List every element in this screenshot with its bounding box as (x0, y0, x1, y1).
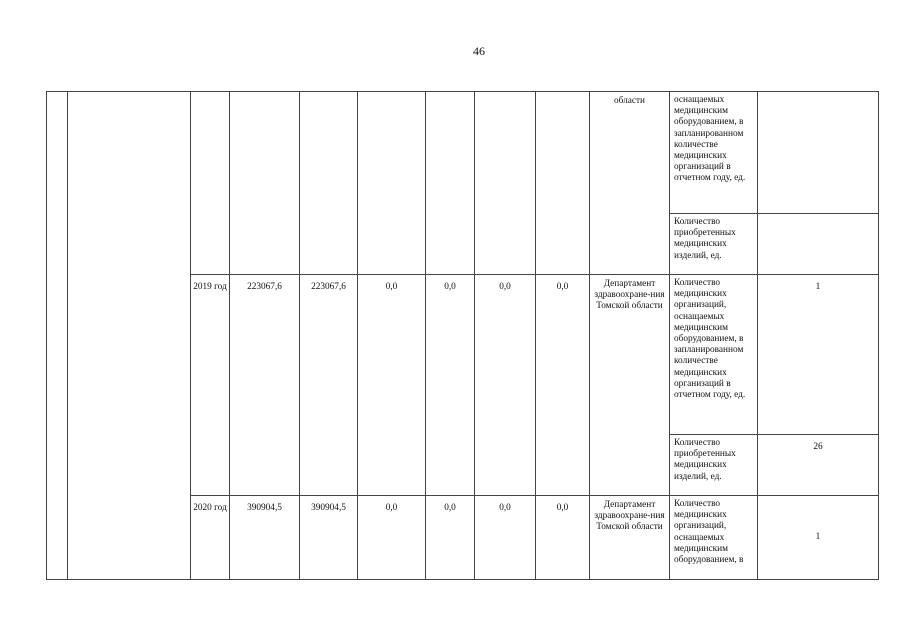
program-table (46, 91, 879, 580)
value-cell (475, 92, 536, 275)
department-cell: области (590, 92, 670, 275)
value-cell: 0,0 (536, 275, 590, 496)
table-row (47, 92, 879, 214)
number-cell (47, 92, 68, 580)
value-cell (358, 92, 426, 275)
indicator-cell: Количество медицинских организаций, оснащаемых медицинским оборудованием, в запланированном количестве медицинских организаций в отчетном году, ед. (670, 275, 758, 435)
event-name-cell (68, 92, 191, 580)
indicator-value-cell (758, 92, 879, 214)
value-cell (536, 92, 590, 275)
value-cell: 0,0 (358, 275, 426, 496)
total-cell: 390904,5 (230, 496, 300, 580)
year-cell: 2020 год (191, 496, 230, 580)
value-cell (426, 92, 475, 275)
indicator-value-cell (758, 214, 879, 275)
indicator-value-cell: 1 (758, 496, 879, 580)
value-cell: 0,0 (426, 496, 475, 580)
value-cell: 0,0 (426, 275, 475, 496)
indicator-cell: Количество медицинских организаций, оснащаемых медицинским оборудованием, в (670, 496, 758, 580)
total-cell (230, 92, 300, 275)
value-cell: 0,0 (358, 496, 426, 580)
federal-cell: 223067,6 (300, 275, 358, 496)
indicator-cell: Количество приобретенных медицинских изделий, ед. (670, 435, 758, 496)
federal-cell: 390904,5 (300, 496, 358, 580)
year-cell (191, 92, 230, 275)
total-cell: 223067,6 (230, 275, 300, 496)
value-cell: 0,0 (475, 496, 536, 580)
indicator-cell: оснащаемых медицинским оборудованием, в запланированном количестве медицинских организаций в отчетном году, ед. (670, 92, 758, 214)
department-cell: Департамент здравоохране-ния Томской области (590, 496, 670, 580)
value-cell: 0,0 (475, 275, 536, 496)
department-cell: Департамент здравоохране-ния Томской области (590, 275, 670, 496)
value-cell: 0,0 (536, 496, 590, 580)
year-cell: 2019 год (191, 275, 230, 496)
indicator-value-cell: 26 (758, 435, 879, 496)
page-number: 46 (473, 44, 485, 58)
indicator-cell: Количество приобретенных медицинских изделий, ед. (670, 214, 758, 275)
federal-cell (300, 92, 358, 275)
indicator-value-cell: 1 (758, 275, 879, 435)
